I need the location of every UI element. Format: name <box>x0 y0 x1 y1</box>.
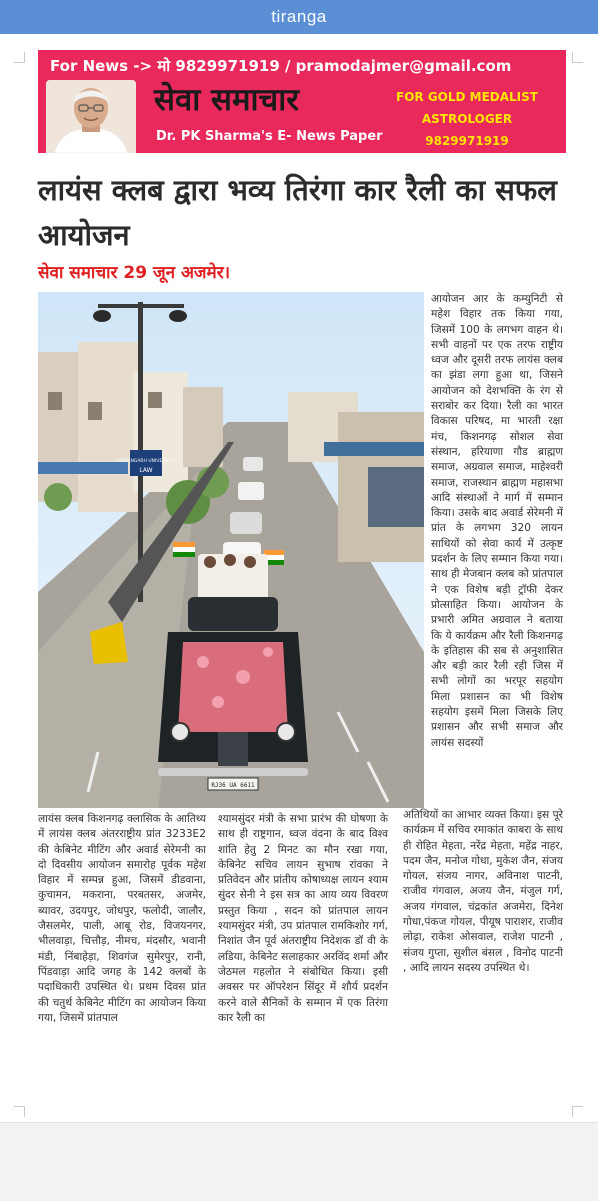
right-column-text: आयोजन आर के कम्युनिटी से महेश विहार तक किया गया, जिसमें 100 के लगभग वाहन थे। सभी वाहनों पर एक तरफ राष्ट्रीय ध्वज और दूसरी तरफ लायंस क्लब का झंडा लगा हुआ था, जिसने आयोजन को देशभक्ति के रंग से सराबोर कर दिया। रैली का भारत विकास परिषद, मा भारती रक्षा मंच, किशनगढ़ सोशल सेवा संस्थान, हरियाणा गौड ब्राह्मण समाज, अग्रवाल समाज, माहेश्वरी समाज, राजस्थान ब्राह्मण महासभा आदि संस्थाओं ने मार्ग में सम्मान किया। उसके बाद अवार्ड सेरेमनी में प्रांत के लगभग 320 लायन साथियों को सेवा कार्य में उत्कृष्ट प्रदर्शन के लिए सम्मान किया गया। साथ ही मेजबान क्लब को प्रांतपाल ने एक विशेष बड़ी ट्रॉफी देकर प्रोत्साहित किया। आयोजन के प्रभारी अमित अग्रवाल ने बताया कि ये कार्यक्रम और रैली किशनगढ़ के इतिहास की सब से अनुशासित और बड़ी कार रैली रही जिस में सभी लोगों का भरपूर सहयोग मिला प्रशासन का भी विशेष सहयोग इसमें मिला जिसके लिए प्रशासन और सभी समाज और लायंस सदस्यों <box>431 293 563 749</box>
article-column-middle <box>218 812 388 1026</box>
contact-line: For News -> मो 9829971919 / pramodajmer@gmail.com <box>50 57 512 75</box>
app-title-bar <box>0 0 598 34</box>
university-sign-text: KISHANGARH UNIVERSITY <box>116 459 176 464</box>
number-plate-text: RJ36 UA 6611 <box>211 782 255 789</box>
article-column-wide <box>403 808 563 976</box>
astrologer-line-1: FOR GOLD MEDALIST <box>396 90 538 104</box>
article-column-right <box>431 292 563 751</box>
newspaper-page[interactable] <box>0 34 598 1122</box>
astrologer-line-2: ASTROLOGER <box>421 112 513 126</box>
wide-column-text: अतिथियों का आभार व्यक्त किया। इस पूरे कार्यक्रम में सचिव रमाकांत काबरा के साथ ही रोहित मेहता, नरेंद्र मेहता, महेंद्र नाहर, पदम जैन, मनोज गोधा, मुकेश जैन, संजय गोयल, संजय नागर, अविनाश पाटनी, राजीव गंगवाल, अजय जैन, मंजुल गर्ग, अजय गंगवाल, चंद्रकांत अजमेरा, दिनेश गोधा,पंकज गोयल, पीयूष पाराशर, राजीव लोढ़ा, राकेश ओसवाल, राजेश पाटनी , संजय गुप्ता, सुशील बंसल , विनोद पाटनी , आदि लायन सदस्य उपस्थित थे। <box>403 809 563 974</box>
crop-mark-bottom-left <box>14 1106 25 1117</box>
rally-photo <box>38 292 424 808</box>
astrologer-phone: 9829971919 <box>425 134 509 148</box>
law-sign-text: LAW <box>139 467 153 474</box>
masthead-banner <box>38 50 566 153</box>
article-headline: लायंस क्लब द्वारा भव्य तिरंगा कार रैली का सफल आयोजन <box>38 173 557 252</box>
app-title: tiranga <box>271 7 327 26</box>
crop-mark-top-left <box>14 52 25 63</box>
paper-tagline: Dr. PK Sharma's E- News Paper <box>156 129 383 144</box>
middle-column-text: श्यामसुंदर मंत्री के सभा प्रारंभ की घोषणा के साथ ही राष्ट्रगान, ध्वज वंदना के बाद विश्व शांति हेतु 2 मिनट का मौन रखा गया, केबिनेट सचिव लायन सुभाष रांवका ने प्रतिवेदन और प्रांतीय कोषाध्यक्ष लायन श्याम सुंदर सेनी ने इस सत्र का आय व्यय विवरण प्रस्तुत किया , सदन को प्रांतपाल लायन श्यामसुंदर मंत्री, उप प्रांतपाल रामकिशोर गर्ग, निशांत जैन पूर्व अंतराष्ट्रीय निदेशक डॉ वी के लडिया, केबिनेट सलाहकार अरविंद शर्मा और जेठमल गहलोत ने संबोधित किया। इसी अवसर पर ऑपरेशन सिंदूर में शौर्य प्रदर्शन करने वाले सैनिकों के सम्मान में एक तिरंगा कार रैली का <box>218 813 388 1024</box>
bottom-area <box>0 1122 598 1201</box>
astrologer-ad <box>380 86 554 152</box>
paper-name: सेवा समाचार <box>154 82 299 118</box>
editor-portrait <box>46 80 136 153</box>
article-dateline: सेवा समाचार 29 जून अजमेर। <box>38 263 231 283</box>
left-column-text: लायंस क्लब किशनगढ़ क्लासिक के आतिथ्य में लायंस क्लब अंतरराष्ट्रीय प्रांत 3233E2 की केबिनेट मीटिंग और अवार्ड सेरेमनी का दो दिवसीय आयोजन समारोह पूर्वक महेश विहार में सम्पन्न हुआ, जिसमें डीडवाना, कुचामन, मकराना, परबतसर, अजमेर, ब्यावर, उदयपुर, जोधपुर, फलोदी, जालौर, जैसलमेर, पाली, आबू रोड, विजयनगर, भीलवाड़ा, चित्तौड़, नीमच, मंदसौर, भवानी मंडी, निंबाहेड़ा, शिवगंज सुमेरपुर, रानी, पिंडवाड़ा आदि जगह के 142 क्लबों के पदाधिकारी उपस्थित थे। प्रथम दिवस प्रांत की चतुर्थ केबिनेट मीटिंग का आयोजन किया गया, जिसमें प्रांतपाल <box>38 813 206 1024</box>
crop-mark-bottom-right <box>572 1106 583 1117</box>
article-column-left <box>38 812 206 1026</box>
crop-mark-top-right <box>572 52 583 63</box>
